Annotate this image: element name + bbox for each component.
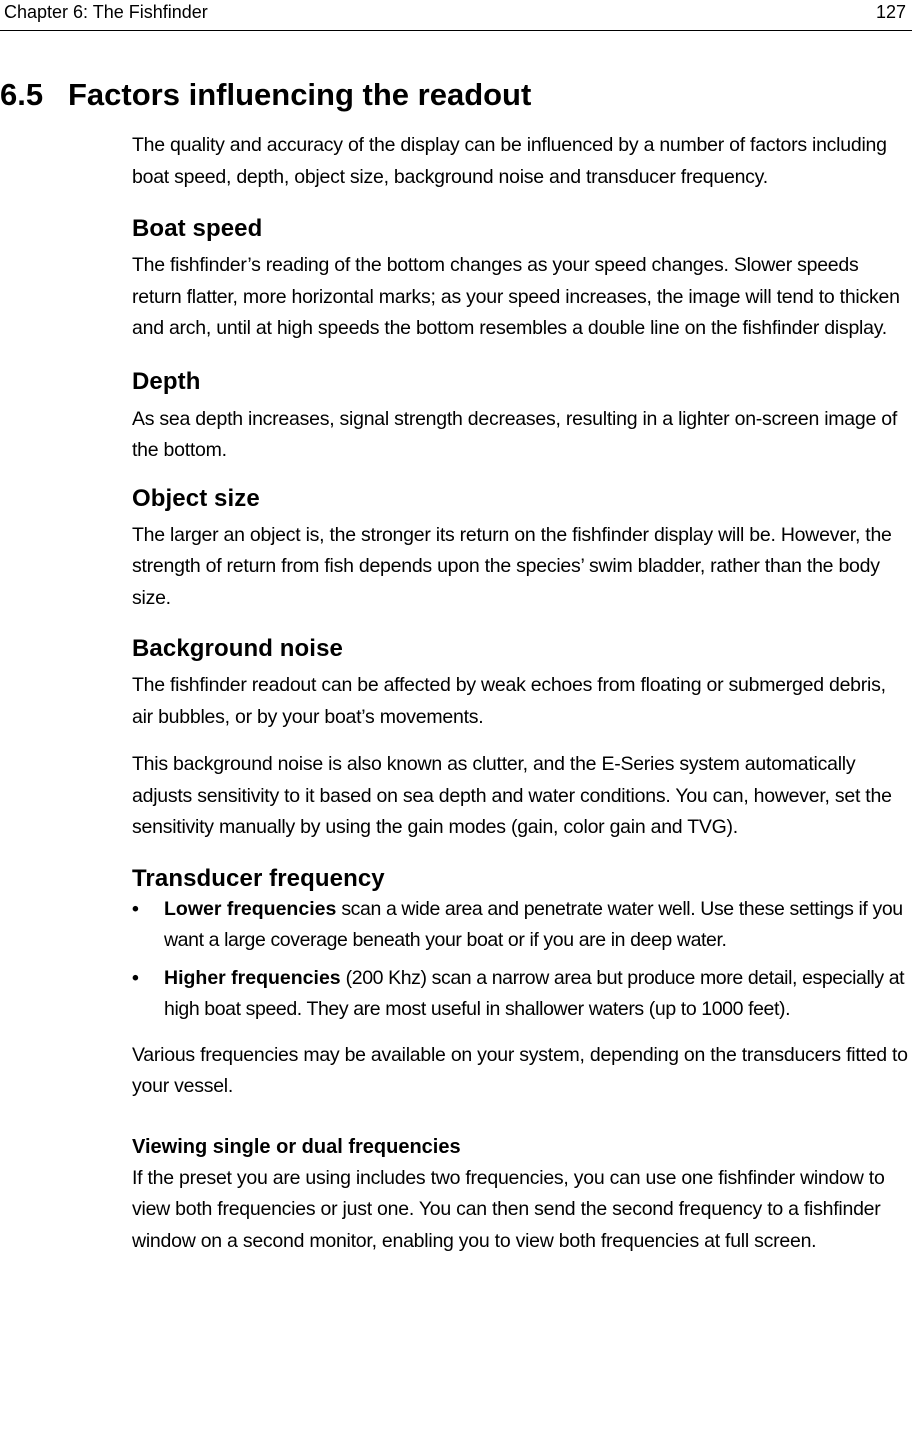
paragraph-background-noise-1: The fishfinder readout can be affected by weak echoes from floating or submerged debris, air bubbles, or by your boat’s movements. — [132, 674, 886, 728]
chapter-title: Chapter 6: The Fishfinder — [4, 2, 208, 22]
paragraph-background-noise-2: This background noise is also known as clutter, and the E-Series system automatically adjusts sensitivity to it based on sea depth and water conditions. You can, however, set the sensitivity manually by using the gain modes (gain, color gain and TVG). — [132, 753, 892, 838]
frequency-list — [132, 894, 908, 1026]
description-higher-frequencies: (200 Khz) scan a narrow area but produce more detail, especially at high boat speed. They are most useful in shallower waters (up to 1000 feet). — [164, 966, 905, 1020]
bullet-icon: • — [132, 966, 139, 989]
bullet-icon: • — [132, 897, 139, 920]
intro-paragraph: The quality and accuracy of the display can be influenced by a number of factors including boat speed, depth, object size, background noise and transducer frequency. — [132, 134, 887, 188]
page-content — [132, 130, 908, 1257]
paragraph-depth: As sea depth increases, signal strength decreases, resulting in a lighter on-screen image of the bottom. — [132, 407, 898, 461]
heading-transducer-frequency: Transducer frequency — [132, 864, 385, 892]
section-number: 6.5 — [0, 77, 44, 112]
description-lower-frequencies: scan a wide area and penetrate water well. Use these settings if you want a large coverage beneath your boat or if you are in deep water. — [164, 897, 903, 951]
heading-depth: Depth — [132, 367, 201, 395]
heading-boat-speed: Boat speed — [132, 215, 263, 242]
term-higher-frequencies: Higher frequencies — [164, 966, 341, 989]
page-header — [0, 0, 912, 31]
section-title — [0, 76, 531, 114]
section-title-text: Factors influencing the readout — [68, 77, 532, 112]
page-number: 127 — [875, 2, 906, 22]
paragraph-object-size: The larger an object is, the stronger its return on the fishfinder display will be. However, the strength of return from fish depends upon the species’ swim bladder, rather than the body size. — [132, 523, 892, 609]
paragraph-transducer-frequency: Various frequencies may be available on your system, depending on the transducers fitted to your vessel. — [132, 1043, 908, 1097]
paragraph-viewing-frequencies: If the preset you are using includes two frequencies, you can use one fishfinder window to view both frequencies or just one. You can then send the second frequency to a fishfinder window on a second monitor, enabling you to view both frequencies at full screen. — [132, 1166, 885, 1252]
heading-background-noise: Background noise — [132, 635, 343, 662]
heading-object-size: Object size — [132, 484, 260, 512]
term-lower-frequencies: Lower frequencies — [164, 897, 337, 920]
paragraph-boat-speed: The fishfinder’s reading of the bottom changes as your speed changes. Slower speeds return flatter, more horizontal marks; as your speed increases, the image will tend to thicken and arch, until at high speeds the bottom resembles a double line on the fishfinder display. — [132, 254, 900, 339]
list-item-higher-frequencies — [132, 963, 908, 1026]
heading-viewing-frequencies: Viewing single or dual frequencies — [132, 1135, 461, 1158]
list-item-lower-frequencies — [132, 894, 908, 957]
